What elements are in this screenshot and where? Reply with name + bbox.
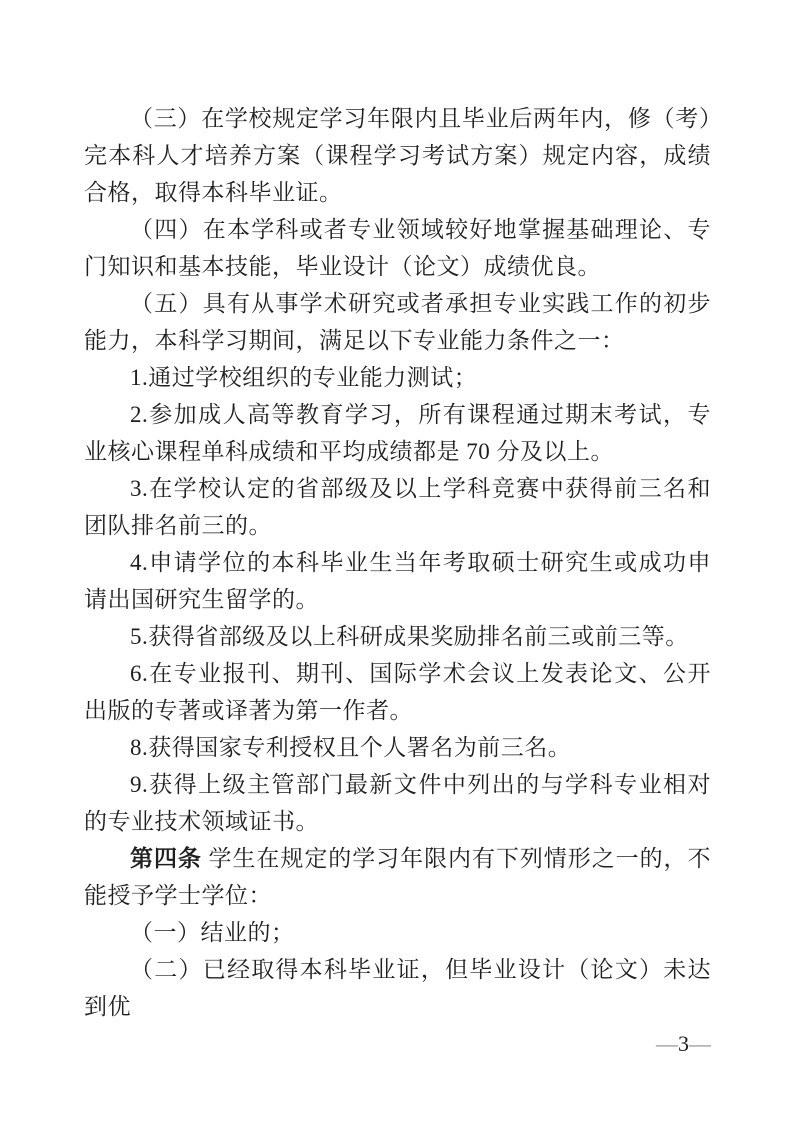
page-number-right-dash: —	[689, 1031, 711, 1056]
paragraph-text: （三）在学校规定学习年限内且毕业后两年内，修（考）完本科人才培养方案（课程学习考试方案）规定内容，成绩合格，取得本科毕业证。	[84, 106, 711, 205]
paragraph-text: （二）已经取得本科毕业证，但毕业设计（论文）未达到优	[84, 957, 711, 1019]
page-number-left-dash: —	[656, 1031, 678, 1056]
paragraph-text: 4.申请学位的本科毕业生当年考取硕士研究生或成功申请出国研究生留学的。	[84, 550, 711, 612]
page-number	[0, 1031, 711, 1057]
document-body	[84, 100, 711, 1025]
body-paragraph-condition-6	[84, 655, 711, 729]
paragraph-text: （四）在本学科或者专业领域较好地掌握基础理论、专门知识和基本技能，毕业设计（论文）成绩优良。	[84, 217, 711, 279]
body-paragraph-item-4	[84, 211, 711, 285]
body-paragraph-condition-4	[84, 544, 711, 618]
body-paragraph-item-3	[84, 100, 711, 211]
body-paragraph-condition-8	[84, 729, 711, 766]
body-paragraph-item-5	[84, 285, 711, 359]
paragraph-text: （五）具有从事学术研究或者承担专业实践工作的初步能力，本科学习期间，满足以下专业能力条件之一：	[84, 291, 711, 353]
paragraph-text: 2.参加成人高等教育学习，所有课程通过期末考试，专业核心课程单科成绩和平均成绩都是 70 分及以上。	[84, 402, 711, 464]
paragraph-text: 6.在专业报刊、期刊、国际学术会议上发表论文、公开出版的专著或译著为第一作者。	[84, 661, 711, 723]
body-paragraph-case-1	[84, 914, 711, 951]
body-paragraph-condition-5	[84, 618, 711, 655]
paragraph-text: 9.获得上级主管部门最新文件中列出的与学科专业相对的专业技术领域证书。	[84, 772, 711, 834]
body-paragraph-article-4	[84, 840, 711, 914]
body-paragraph-condition-3	[84, 470, 711, 544]
body-paragraph-case-2	[84, 951, 711, 1025]
paragraph-text: 1.通过学校组织的专业能力测试；	[130, 365, 478, 390]
body-paragraph-condition-1	[84, 359, 711, 396]
page-number-value: 3	[678, 1031, 689, 1056]
paragraph-text: 学生在规定的学习年限内有下列情形之一的，不能授予学士学位：	[84, 846, 712, 908]
paragraph-text: 8.获得国家专利授权且个人署名为前三名。	[130, 735, 572, 760]
paragraph-text: 3.在学校认定的省部级及以上学科竞赛中获得前三名和团队排名前三的。	[84, 476, 711, 538]
body-paragraph-condition-9	[84, 766, 711, 840]
paragraph-text: （一）结业的；	[130, 920, 295, 945]
article-number-bold: 第四条	[130, 846, 202, 871]
paragraph-text: 5.获得省部级及以上科研成果奖励排名前三或前三等。	[130, 624, 689, 649]
body-paragraph-condition-2	[84, 396, 711, 470]
